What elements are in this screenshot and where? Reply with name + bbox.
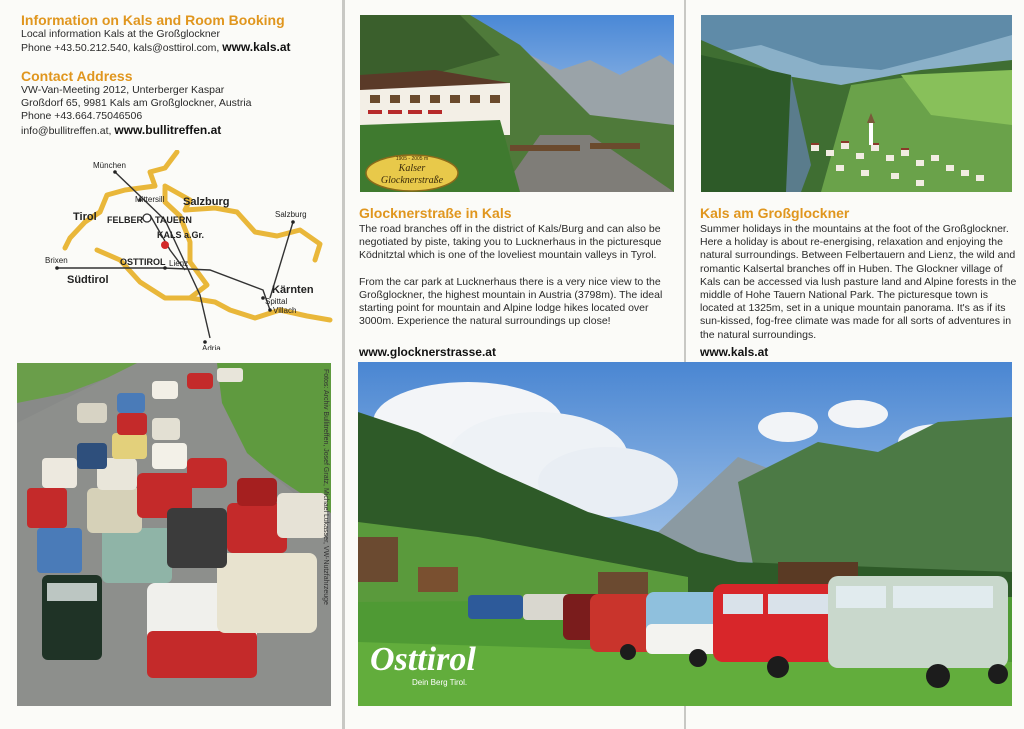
kals-marker — [161, 241, 169, 249]
map-label-muenchen: München — [93, 161, 126, 170]
contact-section — [21, 68, 336, 138]
sign-kalser: Kalser — [398, 163, 426, 174]
kals-heading: Kals am Großglockner — [700, 205, 850, 221]
felbertauern-marker — [143, 214, 151, 222]
glockner-heading: Glocknerstraße in Kals — [359, 205, 512, 221]
villach-dot — [268, 308, 272, 312]
osttirol-brand: Osttirol — [370, 641, 476, 678]
osttirol-logo — [370, 642, 476, 687]
kals-para: Summer holidays in the mountains at the foot of the Großglockner. Here a holiday is about re-energising, relaxation and enjoying the natural surroundings. Between Felbertauern and Lienz, the wild and romantic Kalsertal branches off in Huben. The Glockner village of Kals can be accessed via lush pasture land and Alpine forests in the middle of Hohe Tauern National Park. The picturesque town is located at 1325m, set in a unique mountain panorama. It's as if its sun-kissed, fog-free climate was made for all sorts of adventures in the natural surroundings. — [700, 223, 1017, 341]
map-label-kaernten: Kärnten — [272, 284, 314, 296]
kals-village-photo — [701, 15, 1012, 192]
map-label-kals: KALS a.Gr. — [157, 230, 205, 240]
left-panel — [0, 0, 342, 729]
map-label-osttirol: OSTTIROL — [120, 257, 166, 267]
contact-heading: Contact Address — [21, 68, 133, 84]
info-phone: Phone +43.50.212.540, kals@osttirol.com, — [21, 42, 220, 55]
info-url[interactable]: www.kals.at — [222, 40, 291, 55]
info-section — [21, 12, 336, 55]
glocknerstrasse-photo — [360, 15, 674, 192]
glockner-section — [359, 205, 677, 359]
map-label-tauern: TAUERN — [155, 215, 192, 225]
map-label-lienz: Lienz — [169, 259, 189, 268]
map-label-suedtirol: Südtirol — [67, 274, 109, 286]
brixen-dot — [55, 266, 59, 270]
contact-phone: Phone +43.664.75046506 — [21, 110, 143, 123]
contact-line1: VW-Van-Meeting 2012, Unterberger Kaspar — [21, 84, 225, 96]
muenchen-dot — [113, 170, 117, 174]
kals-url[interactable]: www.kals.at — [700, 344, 769, 359]
contact-url[interactable]: www.bullitreffen.at — [114, 122, 222, 137]
map-label-brixen: Brixen — [45, 256, 68, 265]
map-label-adria: Adria — [202, 344, 221, 350]
map-label-salzburg-region: Salzburg — [183, 196, 230, 208]
map-label-felbertauern: FELBER — [107, 215, 143, 225]
contact-email[interactable]: info@bullitreffen.at, — [21, 124, 112, 137]
map-label-mittersill: Mittersill — [135, 195, 165, 204]
photo-credit — [321, 369, 329, 605]
region-map — [15, 150, 335, 350]
info-heading: Information on Kals and Room Booking — [21, 12, 285, 28]
kals-section — [700, 205, 1018, 359]
map-label-tirol: Tirol — [73, 211, 97, 223]
vw-vans-meadow-photo — [358, 362, 1012, 706]
sign-altitude: 1905 - 2005 m — [395, 156, 429, 162]
info-line: Local information Kals at the Großglockner — [21, 28, 221, 40]
sign-glocknerstrasse: Glocknerstraße — [380, 175, 444, 186]
osttirol-tagline: Dein Berg Tirol. — [412, 678, 468, 687]
vw-vans-parking-photo — [17, 363, 331, 706]
map-label-spittal: Spittal — [265, 297, 288, 306]
photo-credit-line2: Michael Lukasser, VW-Nutzfahrzeuge — [322, 487, 329, 605]
map-label-villach: Villach — [273, 306, 297, 315]
contact-line2: Großdorf 65, 9981 Kals am Großglockner, Austria — [21, 97, 252, 110]
glockner-url[interactable]: www.glocknerstrasse.at — [359, 345, 496, 360]
glockner-para2: From the car park at Lucknerhaus there is a very nice view to the Großglockner, the highest mountain in Austria (3798m). The ideal starting point for mountain and Alpine lodge hikes located over 3000m. Experience the natural surroundings up close! — [359, 275, 663, 328]
photo-credit-line1: Fotos: Archiv Bullitreffen, Josef Gratz, — [322, 369, 329, 486]
glockner-para1: The road branches off in the district of Kals/Burg and can also be negotiated by piste, taking you to Lucknerhaus in the picturesque Ködnitztal which is one of the loveliest mountain valleys in Tyrol. — [359, 223, 662, 262]
salzburg-dot — [291, 220, 295, 224]
map-label-salzburg-city: Salzburg — [275, 210, 307, 219]
